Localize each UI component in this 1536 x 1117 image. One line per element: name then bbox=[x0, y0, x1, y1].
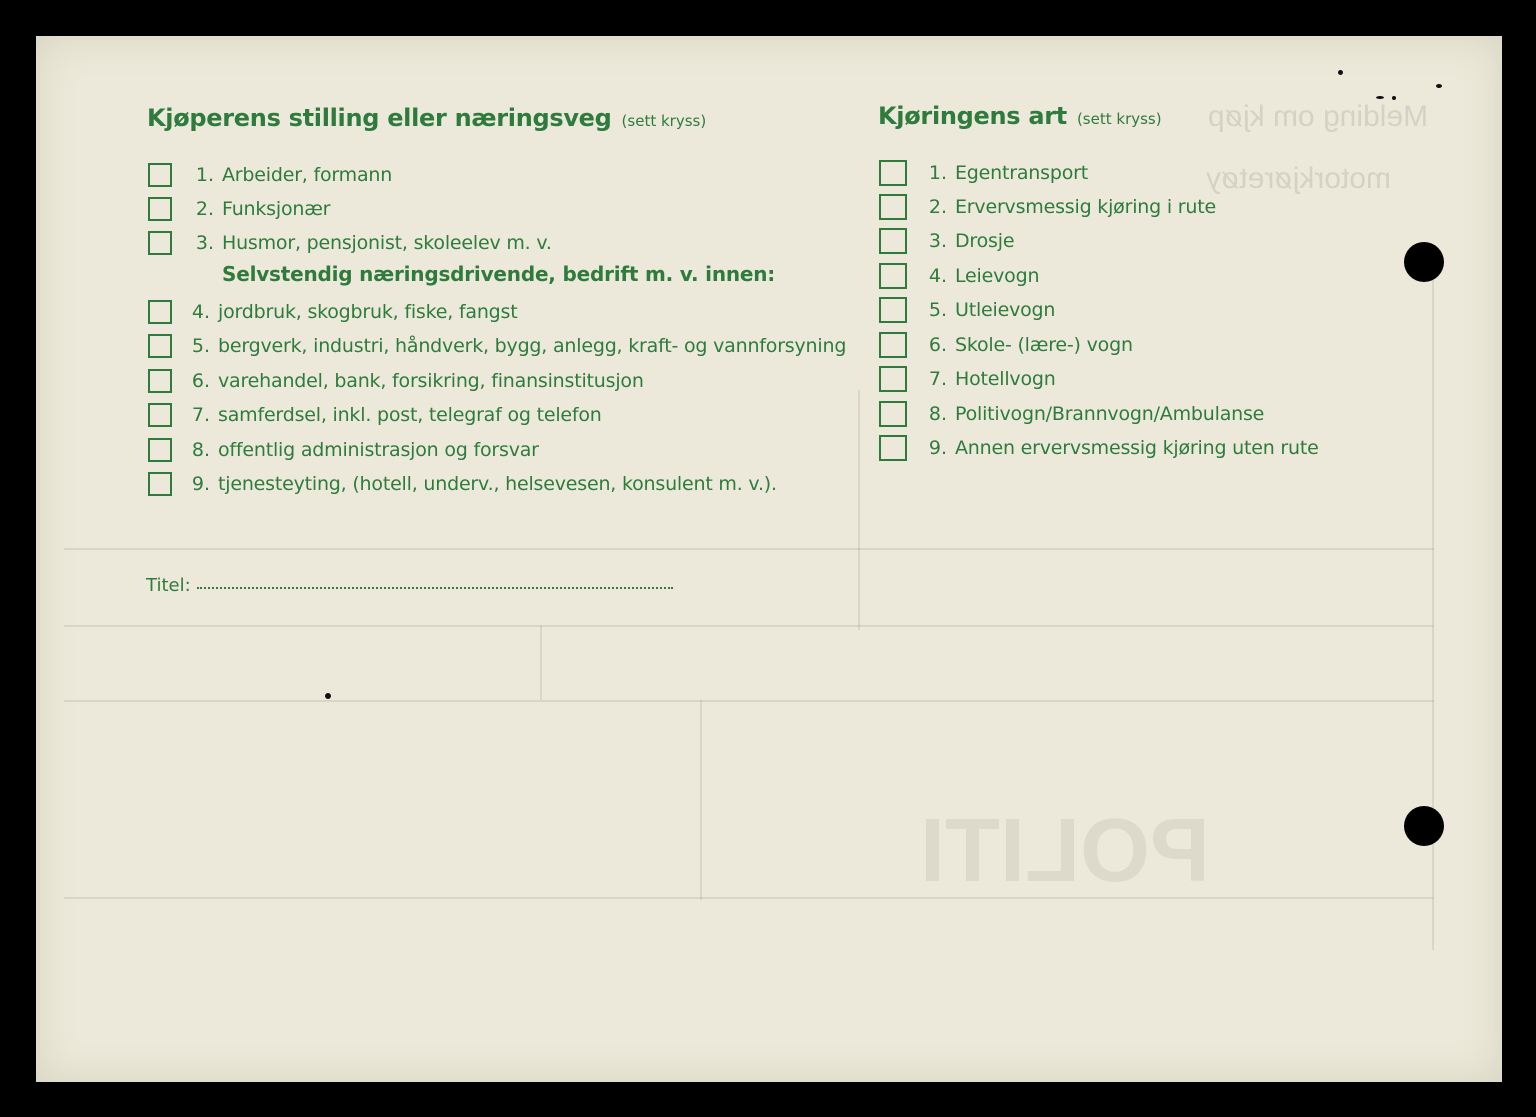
option-number: 5. bbox=[928, 299, 947, 321]
option-number: 3. bbox=[928, 230, 947, 252]
option-number: 6. bbox=[191, 370, 210, 392]
title-label: Titel: bbox=[146, 575, 191, 596]
occupation-option-5[interactable] bbox=[148, 332, 846, 360]
checkbox[interactable] bbox=[148, 472, 172, 496]
option-number: 7. bbox=[191, 404, 210, 426]
option-label: samferdsel, inkl. post, telegraf og telefon bbox=[218, 404, 602, 426]
option-label: Husmor, pensjonist, skoleelev m. v. bbox=[222, 232, 552, 254]
option-number: 2. bbox=[928, 196, 947, 218]
checkbox[interactable] bbox=[879, 297, 907, 323]
driving-option-1[interactable] bbox=[879, 159, 1088, 187]
option-number: 3. bbox=[195, 232, 214, 254]
checkbox[interactable] bbox=[148, 369, 172, 393]
driving-option-2[interactable] bbox=[879, 193, 1216, 221]
option-label: bergverk, industri, håndverk, bygg, anlegg, kraft- og vannforsyning bbox=[218, 335, 847, 357]
checkbox[interactable] bbox=[148, 403, 172, 427]
occupation-option-4[interactable] bbox=[148, 298, 518, 326]
ink-speck bbox=[1376, 96, 1384, 99]
checkbox[interactable] bbox=[879, 228, 907, 254]
option-label: Leievogn bbox=[955, 265, 1040, 287]
occupation-option-8[interactable] bbox=[148, 436, 539, 464]
option-number: 6. bbox=[928, 334, 947, 356]
occupation-option-1[interactable] bbox=[148, 161, 392, 189]
option-number: 5. bbox=[191, 335, 210, 357]
driving-option-8[interactable] bbox=[879, 400, 1264, 428]
option-number: 2. bbox=[195, 198, 214, 220]
checkbox[interactable] bbox=[879, 263, 907, 289]
driving-option-5[interactable] bbox=[879, 296, 1055, 324]
option-label: Skole- (lære-) vogn bbox=[955, 334, 1133, 356]
occupation-option-7[interactable] bbox=[148, 401, 602, 429]
occupation-option-3[interactable] bbox=[148, 229, 552, 257]
option-number: 9. bbox=[928, 437, 947, 459]
option-label: Drosje bbox=[955, 230, 1015, 252]
ink-speck bbox=[1338, 70, 1343, 75]
checkbox[interactable] bbox=[148, 438, 172, 462]
option-number: 4. bbox=[191, 301, 210, 323]
option-number: 8. bbox=[191, 439, 210, 461]
checkbox[interactable] bbox=[879, 332, 907, 358]
buyer-occupation-heading-text: Kjøperens stilling eller næringsveg bbox=[147, 104, 612, 132]
ink-speck bbox=[1392, 96, 1396, 100]
checkbox[interactable] bbox=[879, 194, 907, 220]
option-number: 1. bbox=[195, 164, 214, 186]
option-label: varehandel, bank, forsikring, finansinstitusjon bbox=[218, 370, 644, 392]
option-label: Annen ervervsmessig kjøring uten rute bbox=[955, 437, 1319, 459]
checkbox[interactable] bbox=[879, 366, 907, 392]
option-label: Hotellvogn bbox=[955, 368, 1056, 390]
checkbox[interactable] bbox=[879, 435, 907, 461]
buyer-occupation-heading bbox=[147, 104, 706, 132]
driving-option-9[interactable] bbox=[879, 434, 1319, 462]
checkbox[interactable] bbox=[148, 197, 172, 221]
checkbox[interactable] bbox=[148, 334, 172, 358]
occupation-option-9[interactable] bbox=[148, 470, 777, 498]
driving-type-heading-text: Kjøringens art bbox=[878, 102, 1067, 130]
buyer-occupation-hint: (sett kryss) bbox=[621, 112, 707, 130]
checkbox[interactable] bbox=[879, 160, 907, 186]
option-label: Ervervsmessig kjøring i rute bbox=[955, 196, 1216, 218]
checkbox[interactable] bbox=[879, 401, 907, 427]
self-employed-subheading: Selvstendig næringsdrivende, bedrift m. v. innen: bbox=[222, 262, 776, 286]
ink-speck bbox=[325, 693, 331, 699]
option-label: Funksjonær bbox=[222, 198, 331, 220]
ink-speck bbox=[1436, 84, 1442, 88]
title-field[interactable] bbox=[146, 575, 673, 596]
option-label: jordbruk, skogbruk, fiske, fangst bbox=[218, 301, 518, 323]
option-number: 9. bbox=[191, 473, 210, 495]
occupation-option-2[interactable] bbox=[148, 195, 330, 223]
driving-type-hint: (sett kryss) bbox=[1076, 110, 1162, 128]
option-number: 4. bbox=[928, 265, 947, 287]
punch-hole-bottom bbox=[1404, 806, 1444, 846]
punch-hole-top bbox=[1404, 242, 1444, 282]
driving-option-7[interactable] bbox=[879, 365, 1056, 393]
option-number: 7. bbox=[928, 368, 947, 390]
driving-type-heading bbox=[878, 102, 1162, 130]
checkbox[interactable] bbox=[148, 231, 172, 255]
option-number: 1. bbox=[928, 162, 947, 184]
driving-option-4[interactable] bbox=[879, 262, 1039, 290]
option-label: Politivogn/Brannvogn/Ambulanse bbox=[955, 403, 1265, 425]
option-label: offentlig administrasjon og forsvar bbox=[218, 439, 539, 461]
option-label: Egentransport bbox=[955, 162, 1088, 184]
checkbox[interactable] bbox=[148, 300, 172, 324]
option-label: Utleievogn bbox=[955, 299, 1056, 321]
driving-option-6[interactable] bbox=[879, 331, 1133, 359]
option-label: tjenesteyting, (hotell, underv., helsevesen, konsulent m. v.). bbox=[218, 473, 777, 495]
checkbox[interactable] bbox=[148, 163, 172, 187]
occupation-option-6[interactable] bbox=[148, 367, 644, 395]
option-label: Arbeider, formann bbox=[222, 164, 393, 186]
option-number: 8. bbox=[928, 403, 947, 425]
driving-option-3[interactable] bbox=[879, 227, 1014, 255]
title-dotted-line[interactable] bbox=[197, 587, 673, 589]
